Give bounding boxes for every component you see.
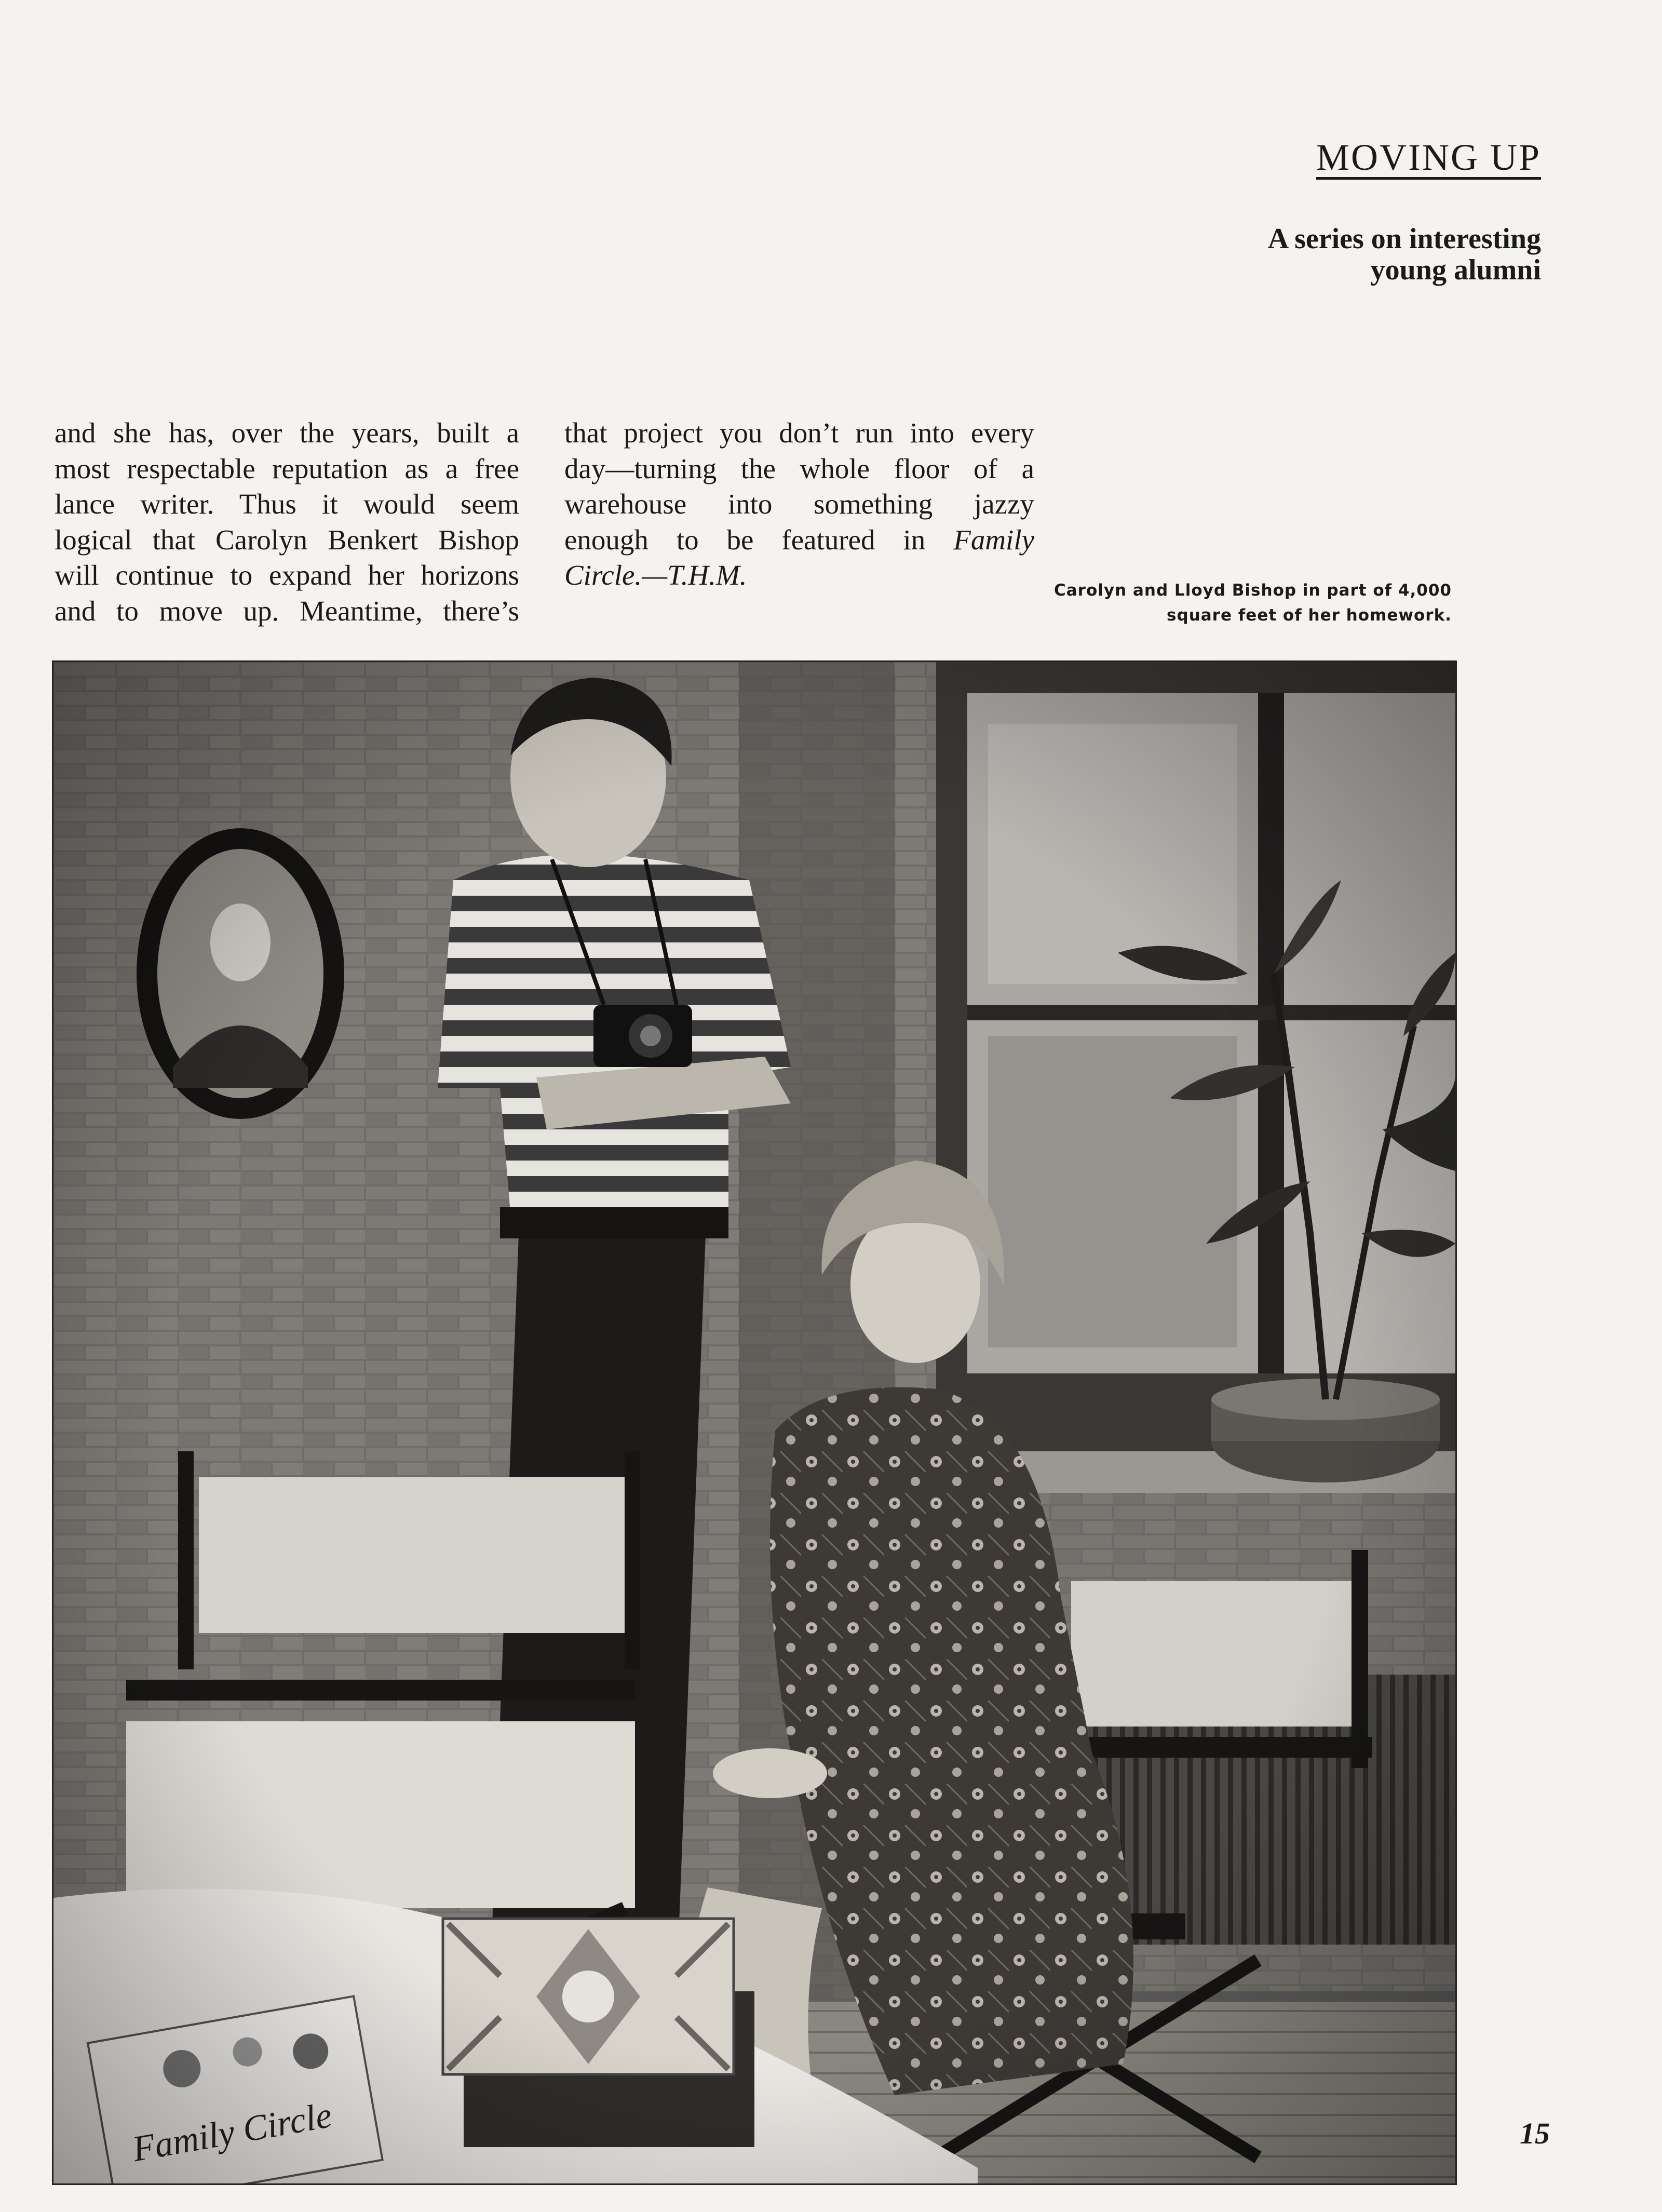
- photograph: [52, 660, 1457, 2185]
- magazine-name-continued: Circle.: [564, 559, 642, 591]
- article-line-with-magazine: [564, 522, 1034, 558]
- article-right-column: [564, 415, 1034, 594]
- article-line: enough to be featured in: [564, 523, 926, 556]
- article-line: most respectable reputation as a free: [55, 452, 519, 484]
- series-subtitle-line-1: A series on interesting: [1267, 223, 1541, 255]
- series-subtitle-line-2: young alumni: [1370, 254, 1541, 286]
- article-line: warehouse into something jazzy: [564, 488, 1034, 520]
- article-line: lance writer. Thus it would seem: [55, 488, 519, 520]
- article-left-column: [55, 415, 519, 629]
- article-line: will continue to expand her horizons: [55, 559, 519, 591]
- article-line: logical that Carolyn Benkert Bishop: [55, 523, 519, 556]
- author-signature: —T.H.M.: [642, 559, 747, 591]
- article-line: that project you don’t run into every: [564, 417, 1034, 449]
- page-number: 15: [1520, 2116, 1550, 2150]
- caption-line-2: square feet of her homework.: [1167, 606, 1452, 625]
- series-subtitle: [1074, 223, 1541, 286]
- caption-line-1: Carolyn and Lloyd Bishop in part of 4,000: [1054, 581, 1452, 600]
- magazine-name: Family: [953, 523, 1035, 556]
- photo-caption: [933, 578, 1452, 628]
- photograph-illustration: [53, 662, 1455, 2183]
- series-title: MOVING UP: [1316, 137, 1541, 178]
- article-line: and to move up. Meantime, there’s: [55, 595, 519, 627]
- article-line: and she has, over the years, built a: [55, 417, 519, 449]
- article-line: day—turning the whole floor of a: [564, 452, 1034, 484]
